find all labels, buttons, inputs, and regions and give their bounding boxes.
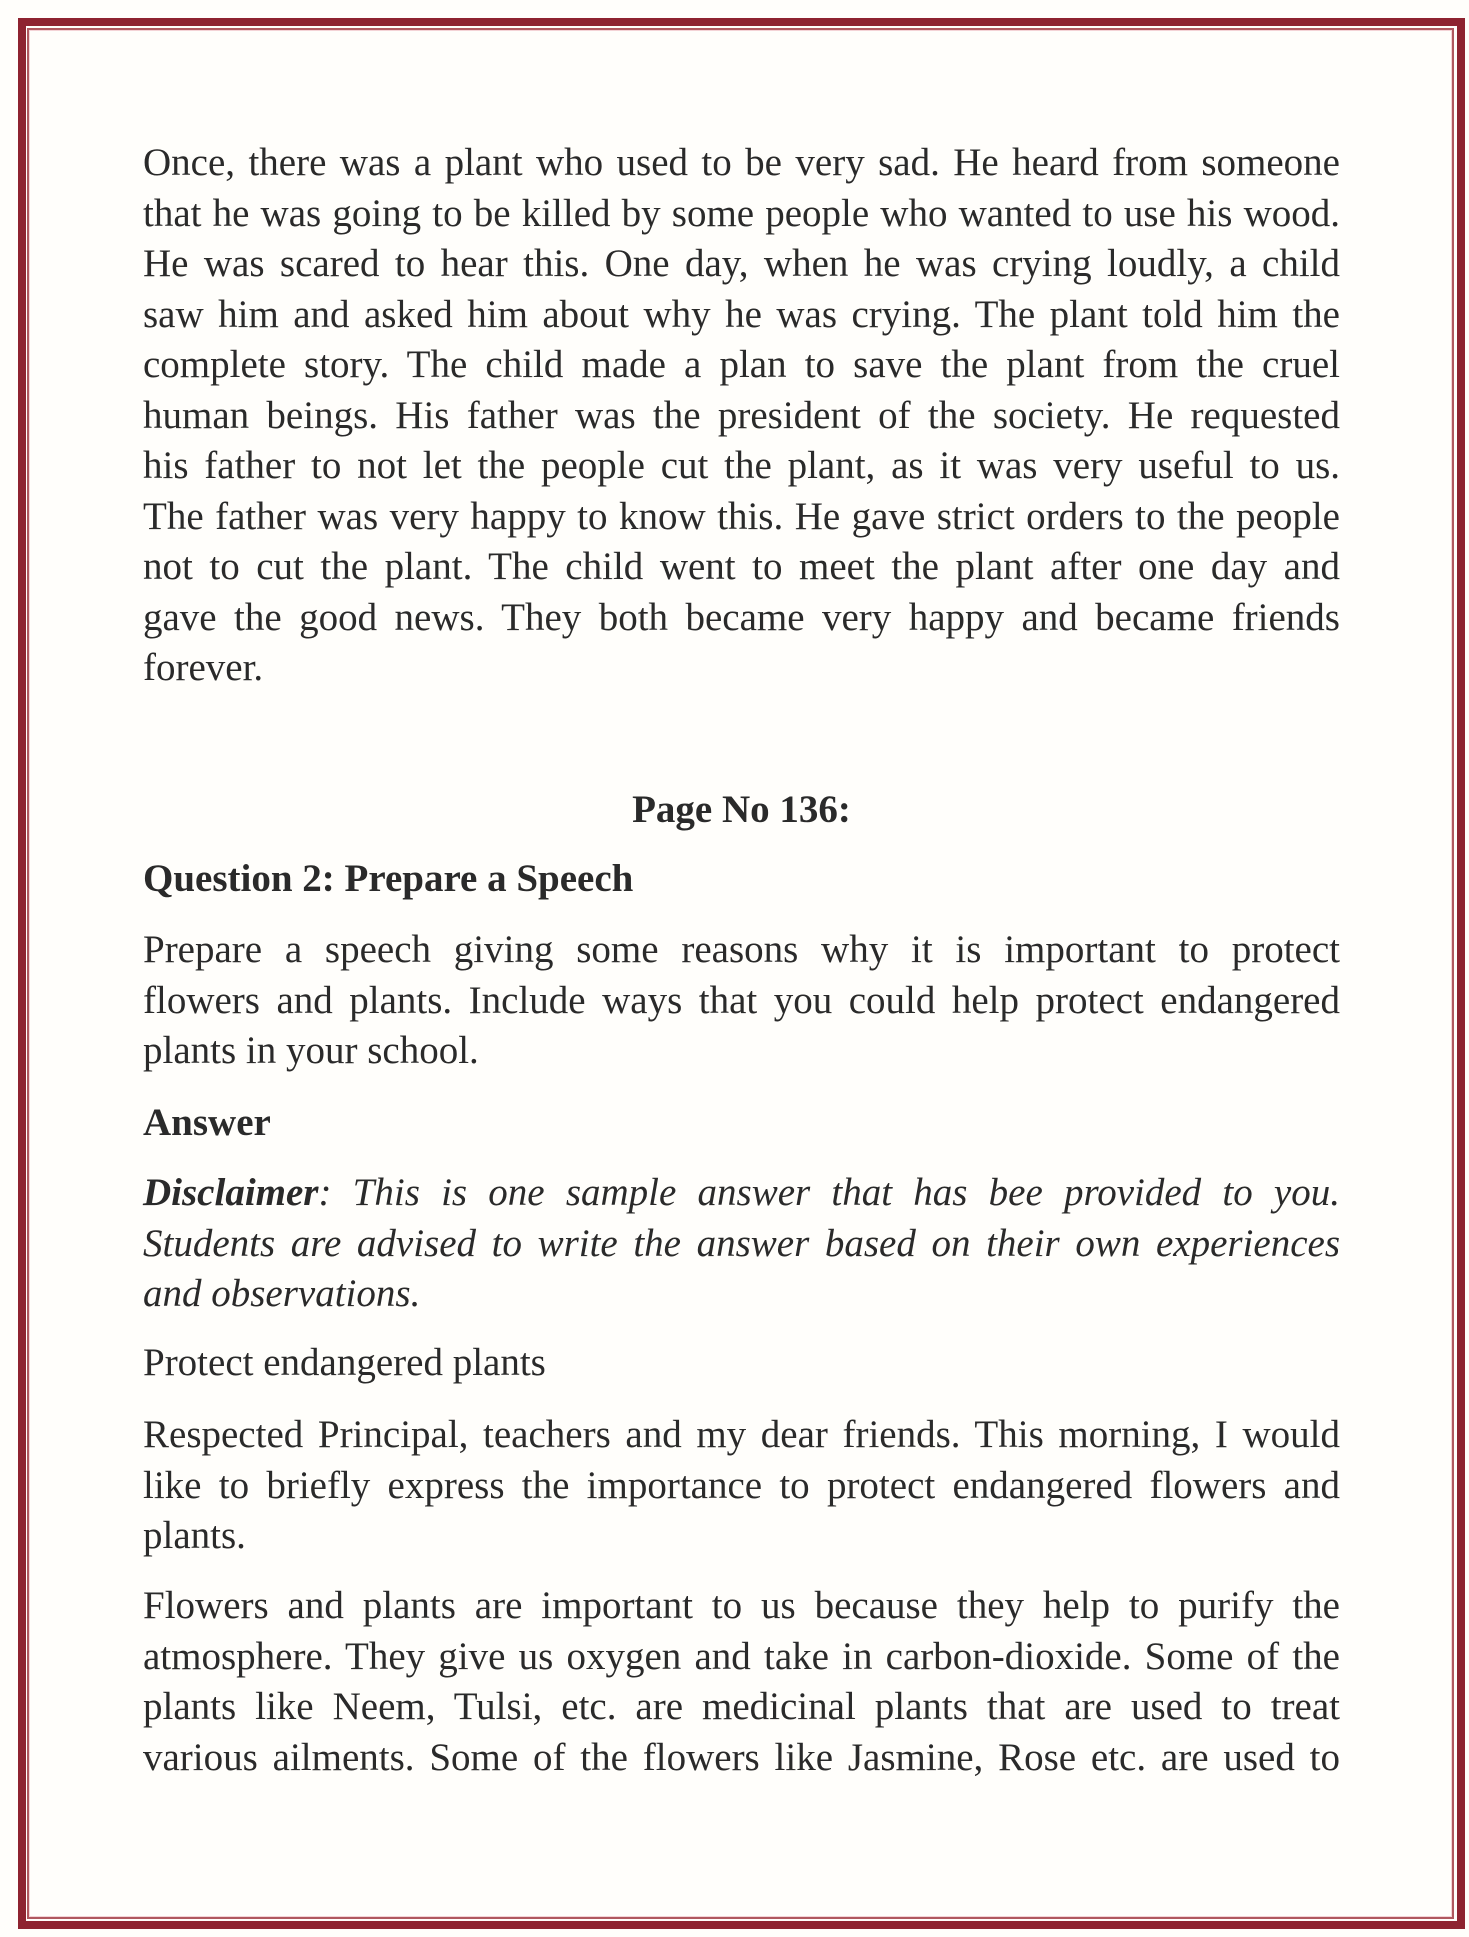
text-line: like to briefly express the importance to protect endangered flowers and xyxy=(143,1463,1340,1507)
text-line: Once, there was a plant who used to be very sad. He heard from someone xyxy=(143,141,1340,184)
question-heading: Question 2: Prepare a Speech xyxy=(143,857,634,900)
speech-title-text: Protect endangered plants xyxy=(143,1341,546,1384)
story-paragraph xyxy=(143,138,1340,694)
disclaimer-first-line xyxy=(143,1168,1340,1219)
page-heading xyxy=(143,785,1340,836)
answer-label xyxy=(143,1098,1340,1149)
text-line: plants in your school. xyxy=(143,1029,479,1072)
speech-paragraph-1 xyxy=(143,1410,1340,1562)
speech-paragraph-2 xyxy=(143,1581,1340,1783)
text-line: flowers and plants. Include ways that you could help protect endangered xyxy=(143,978,1340,1022)
text-line: his father to not let the people cut the plant, as it was very useful to us. xyxy=(143,444,1340,487)
text-line: human beings. His father was the president of the society. He requested xyxy=(143,393,1340,437)
answer-heading: Answer xyxy=(143,1101,271,1144)
page-number-heading: Page No 136: xyxy=(632,788,851,831)
text-line: Prepare a speech giving some reasons why it is important to protect xyxy=(143,928,1340,971)
text-line: The father was very happy to know this. He gave strict orders to the people xyxy=(143,494,1340,538)
disclaimer xyxy=(143,1168,1340,1320)
text-line: various ailments. Some of the flowers like Jasmine, Rose etc. are used to xyxy=(143,1735,1340,1779)
text-line: Students are advised to write the answer based on their own experiences xyxy=(143,1221,1340,1265)
text-line: that he was going to be killed by some people who wanted to use his wood. xyxy=(143,191,1340,235)
text-line: He was scared to hear this. One day, when he was crying loudly, a child xyxy=(143,242,1340,285)
disclaimer-text: : This is one sample answer that has bee provided to you. xyxy=(318,1171,1340,1214)
text-line: Respected Principal, teachers and my dear friends. This morning, I would xyxy=(143,1413,1340,1456)
text-line: atmosphere. They give us oxygen and take in carbon-dioxide. Some of the xyxy=(143,1634,1340,1678)
speech-title xyxy=(143,1338,1340,1389)
text-line: plants like Neem, Tulsi, etc. are medicinal plants that are used to treat xyxy=(143,1685,1340,1728)
text-line: plants. xyxy=(143,1514,246,1557)
text-line: complete story. The child made a plan to save the plant from the cruel xyxy=(143,343,1340,386)
question-text xyxy=(143,925,1340,1077)
text-line: and observations. xyxy=(143,1272,421,1315)
text-line: Flowers and plants are important to us because they help to purify the xyxy=(143,1584,1340,1627)
text-line: not to cut the plant. The child went to meet the plant after one day and xyxy=(143,545,1340,588)
question-title xyxy=(143,854,1340,905)
disclaimer-label: Disclaimer xyxy=(143,1171,319,1214)
text-line: saw him and asked him about why he was crying. The plant told him the xyxy=(143,292,1340,336)
text-line: gave the good news. They both became very happy and became friends xyxy=(143,595,1340,639)
text-line: forever. xyxy=(143,646,264,689)
